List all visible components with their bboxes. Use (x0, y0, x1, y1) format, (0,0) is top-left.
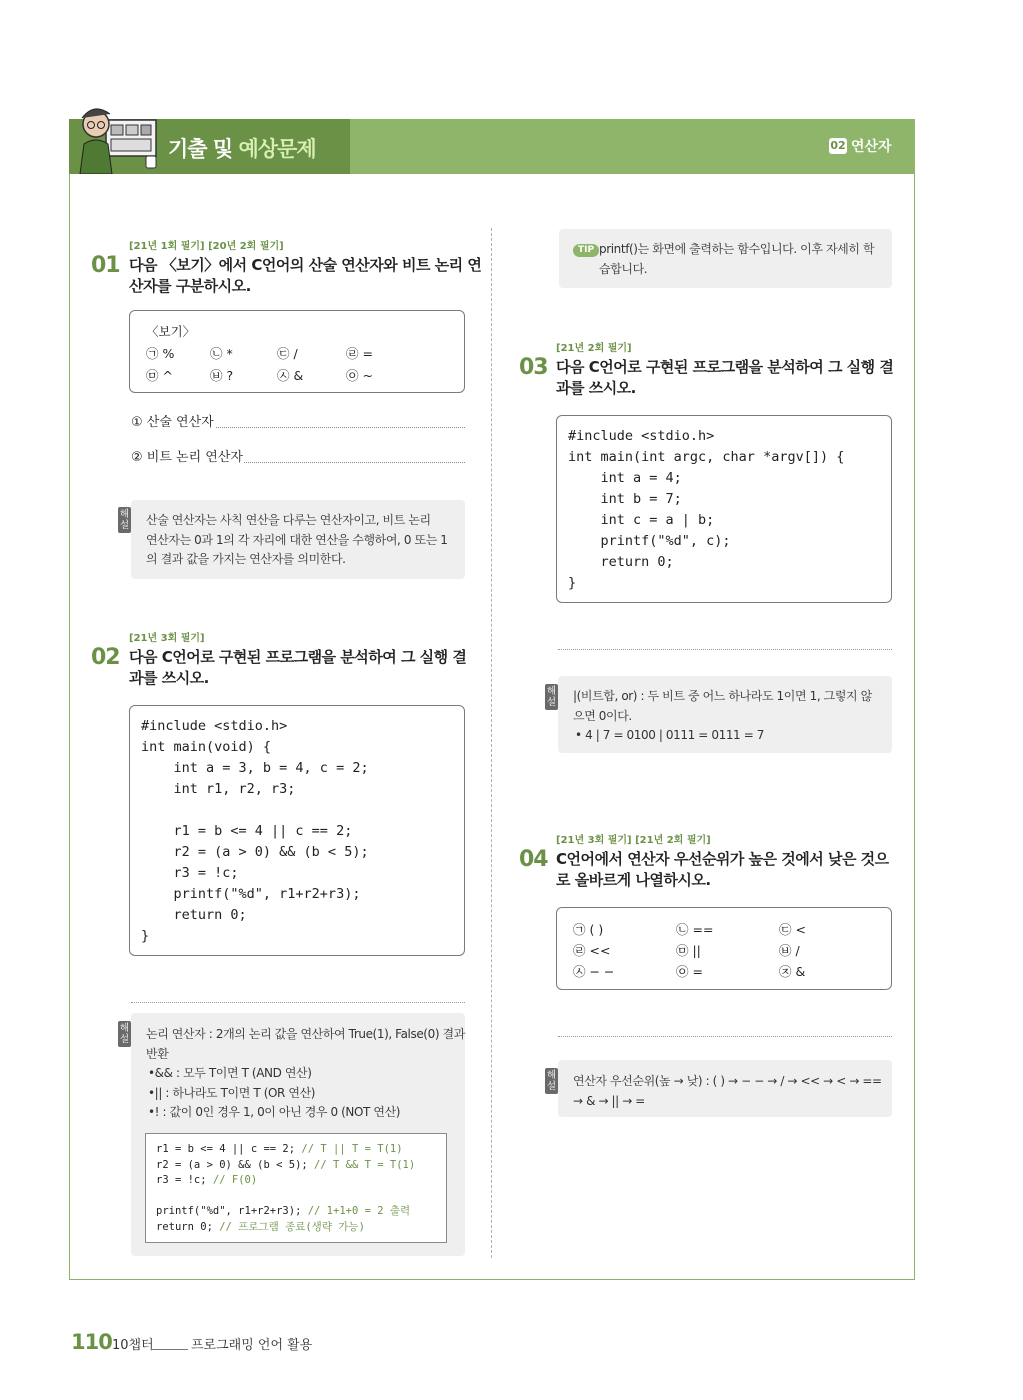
option-item: ㉤ || (676, 943, 701, 958)
q03-explanation: |(비트합, or) : 두 비트 중 어느 하나라도 1이면 1, 그렇지 않 으면 0이다. • 4 | 7 = 0100 | 0111 = 0111 = 7 (573, 689, 872, 742)
q02-annotated-code (156, 1142, 415, 1235)
student-mascot-icon (74, 98, 164, 174)
option-item: ㉢ < (779, 922, 806, 937)
q03-code-box (556, 415, 892, 603)
q03-code: #include <stdio.h> int main(int argc, char *argv[]) { int a = 4; int b = 7; int c = a | b; printf("%d", c); return 0; } (568, 428, 845, 591)
bogi-item: ㉤ ^ (146, 368, 173, 383)
q03-number: 03 (519, 355, 548, 380)
q02-number: 02 (91, 645, 120, 670)
q04-explanation: 연산자 우선순위(높 → 낮) : ( ) → − − → / → << → < → == → & → || → = (573, 1074, 882, 1108)
q04-source: [21년 3회 필기] [21년 2회 필기] (556, 835, 711, 846)
footer-subject: 프로그래밍 언어 활용 (191, 1338, 313, 1353)
q02-code-box (129, 705, 465, 956)
bogi-item: ㉧ ~ (346, 368, 373, 383)
code-line: return 0; // 프로그램 종료(생략 가능) (156, 1220, 365, 1233)
code-line: r2 = (a > 0) && (b < 5); // T && T = T(1) (156, 1158, 416, 1171)
option-item: ㉠ ( ) (573, 922, 604, 937)
option-item: ㉡ == (676, 922, 714, 937)
footer-rule (152, 1349, 188, 1350)
q01-answer-arithmetic-blank[interactable] (216, 427, 465, 428)
option-item: ㉥ / (779, 943, 800, 958)
code-line: printf("%d", r1+r2+r3); // 1+1+0 = 2 출력 (156, 1205, 411, 1217)
separator (131, 1002, 465, 1003)
option-item: ㉦ − − (573, 964, 615, 979)
q01-answer-bitwise-blank[interactable] (244, 462, 465, 463)
bogi-item: ㉠ % (146, 346, 175, 361)
q01-source: [21년 1회 필기] [20년 2회 필기] (129, 241, 284, 252)
q04-question: C언어에서 연산자 우선순위가 높은 것에서 낮은 것으 로 올바르게 나열하시오. (556, 850, 889, 889)
q01-answer-arithmetic-label: ① 산술 연산자 (131, 415, 214, 430)
explanation-tag: 해설 (546, 686, 557, 708)
q02-annotated-code-box (145, 1133, 447, 1243)
q02-source: [21년 3회 필기] (129, 633, 205, 644)
option-item: ㉧ = (676, 964, 703, 979)
q03-question: 다음 C언어로 구현된 프로그램을 분석하여 그 실행 결 과를 쓰시오. (556, 358, 894, 397)
option-item: ㉨ & (779, 964, 806, 979)
bogi-item: ㉡ * (210, 346, 233, 361)
q02-explanation: 논리 연산자 : 2개의 논리 값을 연산하여 True(1), False(0) 결과 반환 •&& : 모두 T이면 T (AND 연산) •|| : 하나라도 T이면 T (OR 연산) •! : 값이 0인 경우 1, 0이 아닌 경우 0 (NOT 연산) (146, 1027, 465, 1119)
chapter-badge: 02 (830, 139, 846, 152)
explanation-tag: 해설 (546, 1070, 557, 1092)
option-item: ㉣ << (573, 943, 611, 958)
q01-number: 01 (91, 253, 120, 278)
tip-text: printf()는 화면에 출력하는 함수입니다. 이후 자세히 학 습합니다. (599, 242, 875, 276)
q01-explanation: 산술 연산자는 사칙 연산을 다루는 연산자이고, 비트 논리 연산자는 0과 1의 각 자리에 대한 연산을 수행하여, 0 또는 1 의 결과 값을 가지는 연산자를 의미한다. (146, 513, 448, 566)
section-title: 기출 및 예상문제 (168, 137, 316, 161)
bogi-item: ㉥ ? (210, 368, 234, 383)
bogi-item: ㉣ = (346, 346, 373, 361)
code-line: r1 = b <= 4 || c == 2; // T || T = T(1) (156, 1143, 403, 1155)
footer-chapter: 10챕터 (112, 1338, 154, 1353)
bogi-title: 〈보기〉 (146, 324, 196, 339)
q01-answer-bitwise-label: ② 비트 논리 연산자 (131, 450, 243, 465)
column-divider (491, 228, 492, 1258)
page-number: 110 (71, 1330, 112, 1354)
bogi-item: ㉢ / (277, 346, 298, 361)
bogi-item: ㉦ & (277, 368, 304, 383)
separator (558, 1036, 892, 1037)
tip-badge: TIP (573, 244, 599, 257)
explanation-tag: 해설 (119, 1023, 130, 1045)
q04-number: 04 (519, 847, 548, 872)
q02-code: #include <stdio.h> int main(void) { int a = 3, b = 4, c = 2; int r1, r2, r3; r1 = b <= 4 || c == 2; r2 = (a > 0) && (b < 5); r3 = !c; printf("%d", r1+r2+r3); return 0; } (141, 718, 369, 944)
explanation-tag: 해설 (119, 509, 130, 531)
code-line (156, 1189, 415, 1205)
separator (558, 649, 892, 650)
chapter-name: 연산자 (851, 139, 892, 155)
q03-source: [21년 2회 필기] (556, 343, 632, 354)
q01-question: 다음 〈보기〉에서 C언어의 산술 연산자와 비트 논리 연 산자를 구분하시오. (129, 256, 482, 295)
q02-question: 다음 C언어로 구현된 프로그램을 분석하여 그 실행 결 과를 쓰시오. (129, 648, 467, 687)
code-line: r3 = !c; // F(0) (156, 1174, 258, 1186)
